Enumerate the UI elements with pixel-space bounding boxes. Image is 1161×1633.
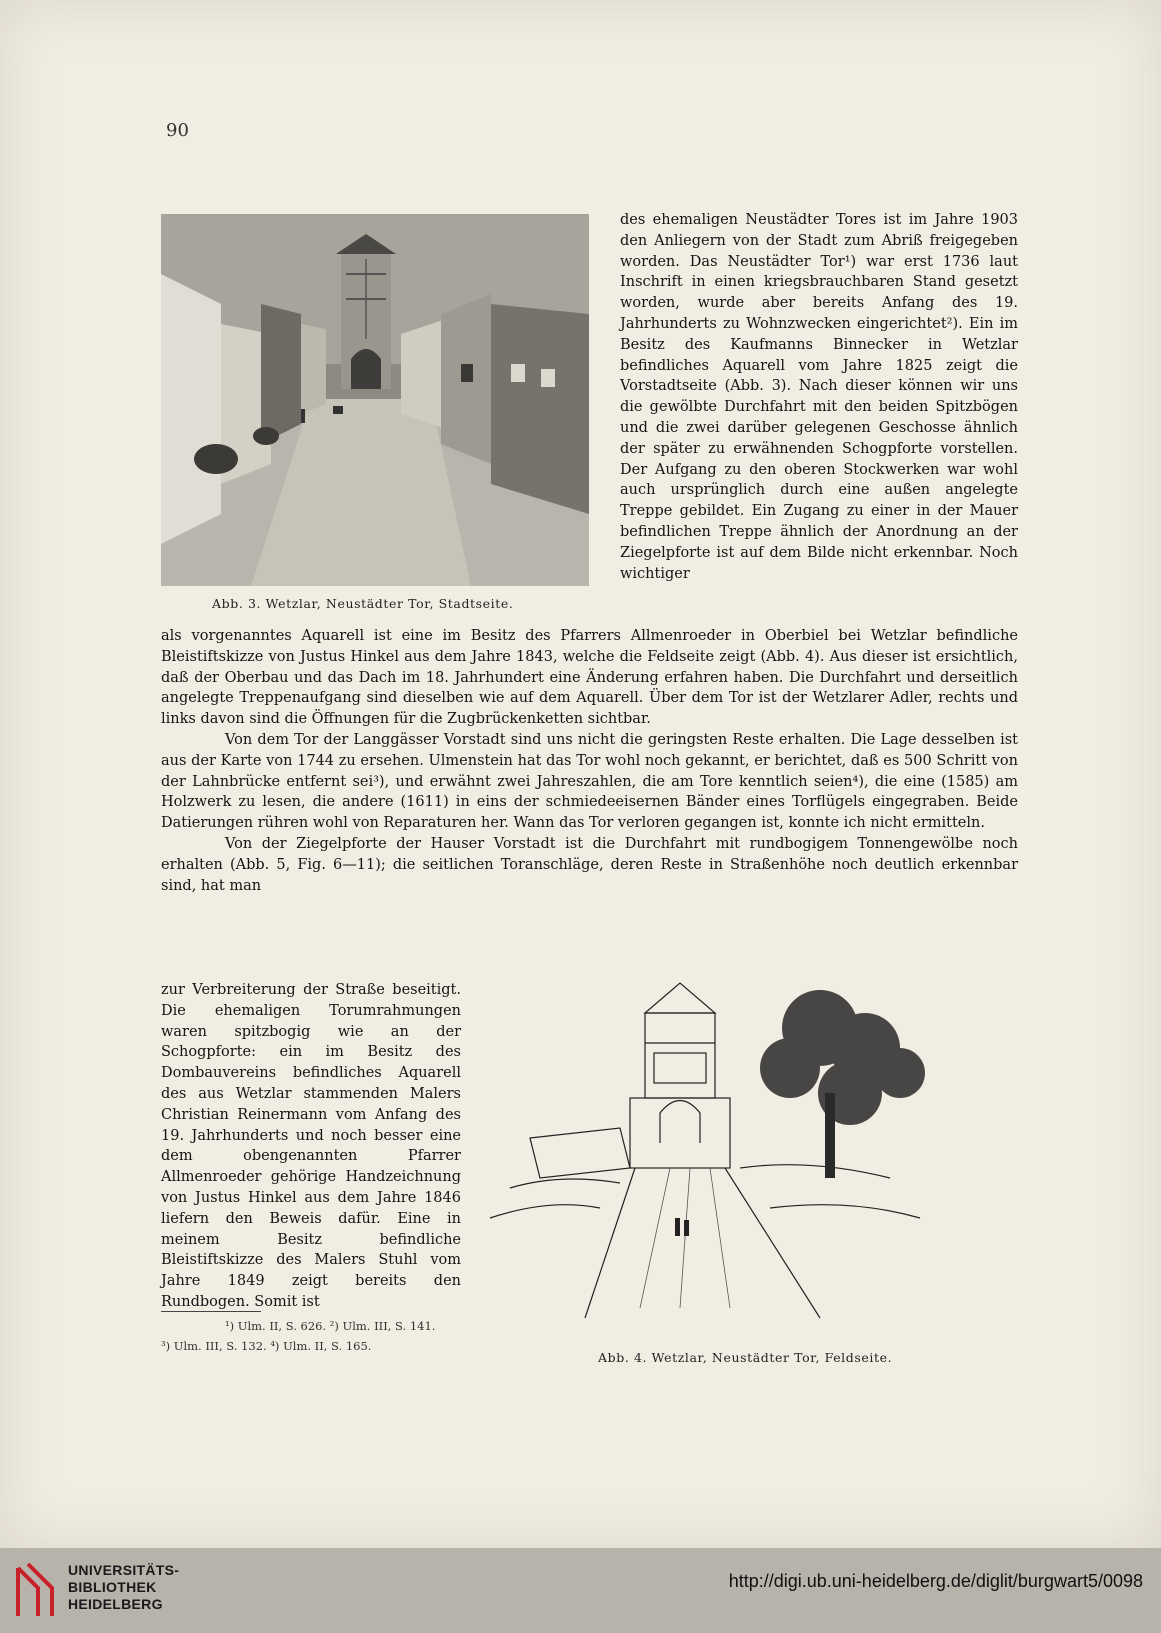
page-number: 90 bbox=[166, 120, 189, 141]
paragraph-2: Von dem Tor der Langgässer Vorstadt sind uns nicht die geringsten Reste erhalten. Die Lage desselben ist aus der Karte von 1744 zu ersehen. Ulmenstein hat das Tor wohl noch gekannt, er berichtet, daß es 500 Schritt von der Lahnbrücke entfernt sei³), und erwähnt zwei Jahreszahlen, die am Tore kenntlich seien⁴), die eine (1585) am Holzwerk zu lesen, die andere (1611) in eins der schmiedeeisernen Bänder eines Torflügels eingegraben. Beide Datierungen rühren wohl von Reparaturen her. Wann das Tor verloren gegangen ist, konnte ich nicht ermitteln. bbox=[161, 731, 1018, 832]
figure-4-caption: Abb. 4. Wetzlar, Neustädter Tor, Feldseite. bbox=[598, 1350, 893, 1365]
figure-4-gate-sketch bbox=[470, 978, 940, 1326]
university-logo-icon[interactable] bbox=[12, 1558, 58, 1620]
gate-sketch-illustration bbox=[470, 978, 940, 1326]
footnote-separator bbox=[161, 1311, 261, 1312]
institution-line-1: UNIVERSITÄTS- bbox=[68, 1562, 180, 1578]
footnote-line-1: ¹) Ulm. II, S. 626. ²) Ulm. III, S. 141. bbox=[225, 1319, 436, 1333]
text-column-right: des ehemaligen Neustädter Tores ist im Jahre 1903 den Anliegern von der Stadt zum Abriß freigegeben worden. Das Neustädter Tor¹) war erst 1736 laut Inschrift in einen kriegsbrauchbaren Stand gesetzt worden, wurde aber bereits Anfang des 19. Jahrhunderts zu Wohnzwecken eingerichtet²). Ein im Besitz des Kaufmanns Binnecker in Wetzlar befindliches Aquarell vom Jahre 1825 zeigt die Vorstadtseite (Abb. 3). Nach dieser können wir uns die gewölbte Durchfahrt mit den beiden Spitzbögen und die zwei darüber gelegenen Geschosse ähnlich der später zu erwähnenden Schogpforte vorstellen. Der Aufgang zu den oberen Stockwerken war wohl auch ursprünglich durch eine außen angelegte Treppe gebildet. Ein Zugang zu einer in der Mauer befindlichen Treppe ähnlich der Anordnung an der Ziegelpforte ist auf dem Bilde nicht erkennbar. Noch wichtiger bbox=[620, 212, 1018, 582]
paragraph-3: Von der Ziegelpforte der Hauser Vorstadt ist die Durchfahrt mit rundbogigem Tonnengewölbe noch erhalten (Abb. 5, Fig. 6—11); die seitlichen Toranschläge, deren Reste in Straßenhöhe noch deutlich erkennbar sind, hat man bbox=[161, 835, 1018, 894]
footnote-line-2: ³) Ulm. III, S. 132. ⁴) Ulm. II, S. 165. bbox=[161, 1339, 372, 1353]
institution-line-3: HEIDELBERG bbox=[68, 1596, 163, 1612]
street-gate-illustration bbox=[161, 214, 589, 586]
figure-3-caption: Abb. 3. Wetzlar, Neustädter Tor, Stadtseite. bbox=[212, 596, 514, 611]
text-column-left: zur Verbreiterung der Straße beseitigt. Die ehemaligen Torumrahmungen waren spitzbogig wie an der Schogpforte: ein im Besitz des Dombauvereins befindliches Aquarell des aus Wetzlar stammenden Malers Christian Reinermann vom Anfang des 19. Jahrhunderts und noch besser eine dem obengenannten Pfarrer Allmenroeder gehörige Handzeichnung von Justus Hinkel aus dem Jahre 1846 liefern den Beweis dafür. Eine in meinem Besitz befindliche Bleistiftskizze des Malers Stuhl vom Jahre 1849 zeigt bereits den Rundbogen. Somit ist bbox=[161, 982, 461, 1310]
paragraph-1: als vorgenanntes Aquarell ist eine im Besitz des Pfarrers Allmenroeder in Oberbiel bei Wetzlar befindliche Bleistiftskizze von Justus Hinkel aus dem Jahre 1843, welche die Feldseite zeigt (Abb. 4). Aus dieser ist ersichtlich, daß der Oberbau und das Dach im 18. Jahrhundert eine Änderung erfahren haben. Die Durchfahrt und derseitlich angelegte Treppenaufgang sind dieselben wie auf dem Aquarell. Über dem Tor ist der Wetzlarer Adler, rechts und links davon sind die Öffnungen für die Zugbrückenketten sichtbar. bbox=[161, 628, 1018, 728]
figure-3-street-view-photo bbox=[161, 214, 589, 586]
institution-name[interactable] bbox=[68, 1562, 179, 1613]
institution-line-2: BIBLIOTHEK bbox=[68, 1579, 157, 1595]
text-full-width bbox=[161, 626, 1018, 896]
permalink-url[interactable]: http://digi.ub.uni-heidelberg.de/diglit/burgwart5/0098 bbox=[728, 1571, 1143, 1591]
